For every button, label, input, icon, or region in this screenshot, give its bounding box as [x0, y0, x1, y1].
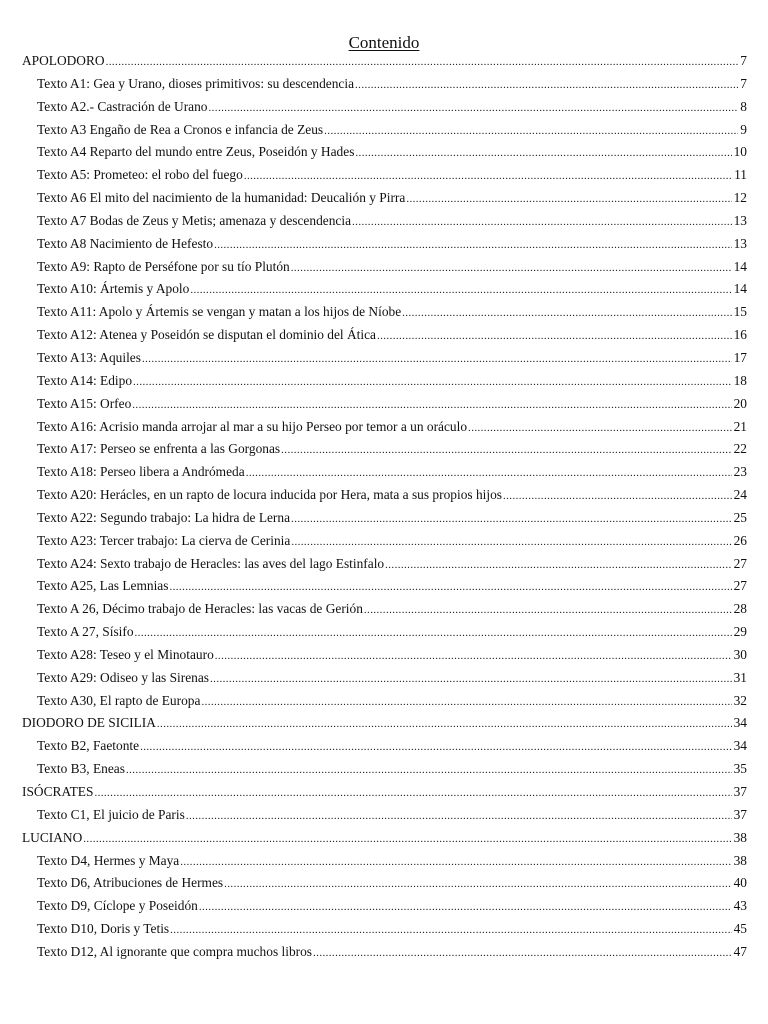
- toc-page-number[interactable]: 37: [733, 806, 747, 822]
- toc-page-number[interactable]: 28: [733, 601, 747, 617]
- toc-entry-label[interactable]: DIODORO DE SICILIA: [22, 715, 156, 731]
- toc-entry[interactable]: [22, 73, 747, 96]
- toc-entry-label[interactable]: Texto A8 Nacimiento de Hefesto: [37, 235, 214, 251]
- toc-entry[interactable]: [22, 918, 747, 941]
- toc-page-number[interactable]: 12: [733, 190, 747, 206]
- toc-page-number[interactable]: 25: [733, 509, 747, 525]
- toc-section-entry[interactable]: [22, 50, 747, 73]
- toc-dot-leader: [468, 417, 732, 440]
- toc-entry-label[interactable]: Texto A6 El mito del nacimiento de la humanidad: Deucalión y Pirra: [37, 190, 406, 206]
- toc-entry[interactable]: [22, 507, 747, 530]
- toc-page-number[interactable]: 34: [733, 715, 747, 731]
- toc-entry-label[interactable]: Texto A30, El rapto de Europa: [37, 692, 201, 708]
- toc-dot-leader: [246, 462, 732, 485]
- toc-entry-label[interactable]: Texto A 27, Sísifo: [37, 624, 134, 640]
- toc-page-number[interactable]: 27: [733, 555, 747, 571]
- toc-entry-label[interactable]: Texto A10: Ártemis y Apolo: [37, 281, 190, 297]
- toc-dot-leader: [201, 691, 731, 714]
- toc-title: Contenido: [348, 33, 420, 52]
- toc-page-number[interactable]: 13: [733, 235, 747, 251]
- toc-entry-label[interactable]: Texto B3, Eneas: [37, 761, 125, 777]
- toc-dot-leader: [244, 165, 732, 188]
- toc-page-number[interactable]: 14: [733, 281, 747, 297]
- toc-page-number[interactable]: 24: [733, 487, 747, 503]
- toc-entry-label[interactable]: Texto A5: Prometeo: el robo del fuego: [37, 167, 243, 183]
- toc-dot-leader: [180, 851, 731, 874]
- toc-page-number[interactable]: 22: [733, 441, 747, 457]
- toc-dot-leader: [291, 508, 732, 531]
- toc-entry-label[interactable]: Texto A11: Apolo y Ártemis se vengan y matan a los hijos de Níobe: [37, 304, 402, 320]
- toc-page-number[interactable]: 37: [733, 784, 747, 799]
- toc-page-number[interactable]: 16: [733, 327, 747, 343]
- toc-entry-label[interactable]: Texto D12, Al ignorante que compra muchos libros: [37, 943, 313, 959]
- toc-page-number[interactable]: 32: [733, 692, 747, 708]
- toc-entry[interactable]: [22, 850, 747, 873]
- toc-dot-leader: [355, 142, 731, 165]
- toc-entry-label[interactable]: ISÓCRATES: [22, 784, 94, 799]
- toc-entry-label[interactable]: Texto A13: Aquiles: [37, 349, 141, 365]
- toc-entry-label[interactable]: Texto A28: Teseo y el Minotauro: [37, 646, 214, 662]
- toc-entry-label[interactable]: Texto A29: Odiseo y las Sirenas: [37, 669, 210, 685]
- toc-page-number[interactable]: 9: [740, 121, 747, 137]
- toc-entry[interactable]: [22, 667, 747, 690]
- toc-page-number[interactable]: 14: [733, 258, 747, 274]
- toc-page-number[interactable]: 31: [733, 669, 747, 685]
- toc-page-number[interactable]: 40: [733, 875, 747, 891]
- toc-page-number[interactable]: 26: [733, 532, 747, 548]
- toc-page-number[interactable]: 23: [733, 464, 747, 480]
- toc-entry-label[interactable]: Texto B2, Faetonte: [37, 738, 140, 754]
- toc-page-number[interactable]: 20: [733, 395, 747, 411]
- toc-entry[interactable]: [22, 735, 747, 758]
- toc-entry-label[interactable]: APOLODORO: [22, 53, 105, 68]
- toc-page-number[interactable]: 10: [733, 144, 747, 160]
- toc-entry[interactable]: [22, 119, 747, 142]
- toc-dot-leader: [210, 668, 732, 691]
- toc-entry-label[interactable]: Texto A12: Atenea y Poseidón se disputan el dominio del Ática: [37, 327, 376, 343]
- toc-page-number[interactable]: 38: [733, 829, 747, 845]
- toc-page-number[interactable]: 34: [733, 738, 747, 754]
- toc-entry-label[interactable]: Texto D6, Atribuciones de Hermes: [37, 875, 224, 891]
- toc-page-number[interactable]: 18: [733, 372, 747, 388]
- toc-entry[interactable]: [22, 530, 747, 553]
- toc-dot-leader: [106, 51, 739, 74]
- toc-entry[interactable]: [22, 804, 747, 827]
- toc-entry[interactable]: [22, 758, 747, 781]
- toc-entry-label[interactable]: Texto A3 Engaño de Rea a Cronos e infancia de Zeus: [37, 121, 324, 137]
- toc-section-entry[interactable]: [22, 712, 747, 735]
- toc-dot-leader: [385, 554, 731, 577]
- toc-entry-label[interactable]: Texto A2.- Castración de Urano: [37, 98, 208, 114]
- toc-dot-leader: [140, 736, 732, 759]
- toc-entry[interactable]: [22, 598, 747, 621]
- toc-entry-label[interactable]: Texto A20: Herácles, en un rapto de locura inducida por Hera, mata a sus propios hijos: [37, 487, 502, 503]
- toc-dot-leader: [126, 759, 732, 782]
- toc-page-number[interactable]: 45: [733, 921, 747, 937]
- toc-entry[interactable]: [22, 233, 747, 256]
- toc-entry[interactable]: [22, 278, 747, 301]
- toc-entry[interactable]: [22, 690, 747, 713]
- toc-dot-leader: [142, 348, 732, 371]
- toc-entry[interactable]: [22, 324, 747, 347]
- toc-entry[interactable]: [22, 210, 747, 233]
- toc-entry-label[interactable]: Texto A23: Tercer trabajo: La cierva de Cerinia: [37, 532, 291, 548]
- toc-dot-leader: [324, 120, 738, 143]
- toc-entry[interactable]: [22, 644, 747, 667]
- toc-dot-leader: [199, 896, 732, 919]
- toc-page-number[interactable]: 43: [733, 898, 747, 914]
- toc-page-number[interactable]: 11: [734, 167, 747, 183]
- toc-dot-leader: [190, 279, 731, 302]
- toc-dot-leader: [406, 188, 731, 211]
- toc-entry-label[interactable]: Texto A25, Las Lemnias: [37, 578, 169, 594]
- toc-dot-leader: [313, 942, 732, 965]
- toc-entry-label[interactable]: Texto A22: Segundo trabajo: La hidra de Lerna: [37, 509, 291, 525]
- toc-entry[interactable]: [22, 438, 747, 461]
- toc-dot-leader: [215, 645, 732, 668]
- toc-entry[interactable]: [22, 484, 747, 507]
- toc-dot-leader: [214, 234, 732, 257]
- toc-dot-leader: [133, 371, 732, 394]
- toc-page-number[interactable]: 7: [740, 75, 747, 91]
- toc-entry[interactable]: [22, 872, 747, 895]
- toc-entry-label[interactable]: Texto A18: Perseo libera a Andrómeda: [37, 464, 245, 480]
- toc-entry[interactable]: [22, 461, 747, 484]
- toc-dot-leader: [291, 257, 732, 280]
- toc-page-number[interactable]: 38: [733, 852, 747, 868]
- toc-dot-leader: [402, 302, 731, 325]
- toc-entry-label[interactable]: Texto D9, Cíclope y Poseidón: [37, 898, 198, 914]
- toc-entry-label[interactable]: Texto D10, Doris y Tetis: [37, 921, 170, 937]
- toc-entry[interactable]: [22, 301, 747, 324]
- toc-entry-label[interactable]: LUCIANO: [22, 829, 83, 845]
- toc-page-number[interactable]: 35: [733, 761, 747, 777]
- toc-entry-label[interactable]: Texto A9: Rapto de Perséfone por su tío Plutón: [37, 258, 290, 274]
- toc-dot-leader: [281, 439, 731, 462]
- toc-page-number[interactable]: 15: [733, 304, 747, 320]
- toc-dot-leader: [209, 97, 739, 120]
- toc-dot-leader: [135, 622, 732, 645]
- toc-section-entry[interactable]: [22, 827, 747, 850]
- toc-entry-label[interactable]: Texto A7 Bodas de Zeus y Metis; amenaza y descendencia: [37, 212, 352, 228]
- toc-dot-leader: [170, 919, 731, 942]
- toc-entry[interactable]: [22, 96, 747, 119]
- toc-entry-label[interactable]: Texto A24: Sexto trabajo de Heracles: las aves del lago Estinfalo: [37, 555, 385, 571]
- toc-entry[interactable]: [22, 256, 747, 279]
- toc-page-number[interactable]: 21: [733, 418, 747, 434]
- toc-dot-leader: [364, 599, 732, 622]
- toc-entry-label[interactable]: Texto A17: Perseo se enfrenta a las Gorgonas: [37, 441, 281, 457]
- toc-entry[interactable]: [22, 164, 747, 187]
- toc-entry-label[interactable]: Texto A4 Reparto del mundo entre Zeus, Poseidón y Hades: [37, 144, 355, 160]
- toc-entry-label[interactable]: Texto A14: Edipo: [37, 372, 133, 388]
- toc-dot-leader: [83, 828, 731, 851]
- toc-page-number[interactable]: 7: [740, 53, 747, 68]
- toc-dot-leader: [224, 873, 731, 896]
- toc-dot-leader: [352, 211, 732, 234]
- toc-entry[interactable]: [22, 575, 747, 598]
- toc-dot-leader: [157, 713, 732, 736]
- toc-entry-label[interactable]: Texto C1, El juicio de Paris: [37, 806, 185, 822]
- toc-entry-label[interactable]: Texto A16: Acrisio manda arrojar al mar a su hijo Perseo por temor a un oráculo: [37, 418, 468, 434]
- toc-entry[interactable]: [22, 347, 747, 370]
- toc-dot-leader: [503, 485, 732, 508]
- toc-entry[interactable]: [22, 187, 747, 210]
- toc-page-number[interactable]: 8: [740, 98, 747, 114]
- toc-dot-leader: [355, 74, 738, 97]
- toc-page-number[interactable]: 30: [733, 646, 747, 662]
- toc-dot-leader: [94, 782, 731, 805]
- toc-section-entry[interactable]: [22, 781, 747, 804]
- toc-entry-label[interactable]: Texto A15: Orfeo: [37, 395, 132, 411]
- toc-entry[interactable]: [22, 941, 747, 964]
- toc-dot-leader: [186, 805, 732, 828]
- toc-dot-leader: [291, 531, 731, 554]
- toc-entry[interactable]: [22, 621, 747, 644]
- toc-entry[interactable]: [22, 393, 747, 416]
- toc-entry-label[interactable]: Texto D4, Hermes y Maya: [37, 852, 180, 868]
- toc-page-number[interactable]: 13: [733, 212, 747, 228]
- toc-entry-label[interactable]: Texto A1: Gea y Urano, dioses primitivos: su descendencia: [37, 75, 355, 91]
- toc-page-number[interactable]: 47: [733, 943, 747, 959]
- toc-dot-leader: [132, 394, 731, 417]
- toc-page-number[interactable]: 29: [733, 624, 747, 640]
- toc-dot-leader: [377, 325, 732, 348]
- toc-entry[interactable]: [22, 895, 747, 918]
- toc-entry[interactable]: [22, 370, 747, 393]
- toc-page-number[interactable]: 27: [733, 578, 747, 594]
- toc-entry[interactable]: [22, 553, 747, 576]
- toc-entry-label[interactable]: Texto A 26, Décimo trabajo de Heracles: las vacas de Gerión: [37, 601, 363, 617]
- toc-dot-leader: [169, 576, 731, 599]
- toc-page-number[interactable]: 17: [733, 349, 747, 365]
- toc-list: [22, 50, 747, 964]
- toc-entry[interactable]: [22, 416, 747, 439]
- toc-entry[interactable]: [22, 141, 747, 164]
